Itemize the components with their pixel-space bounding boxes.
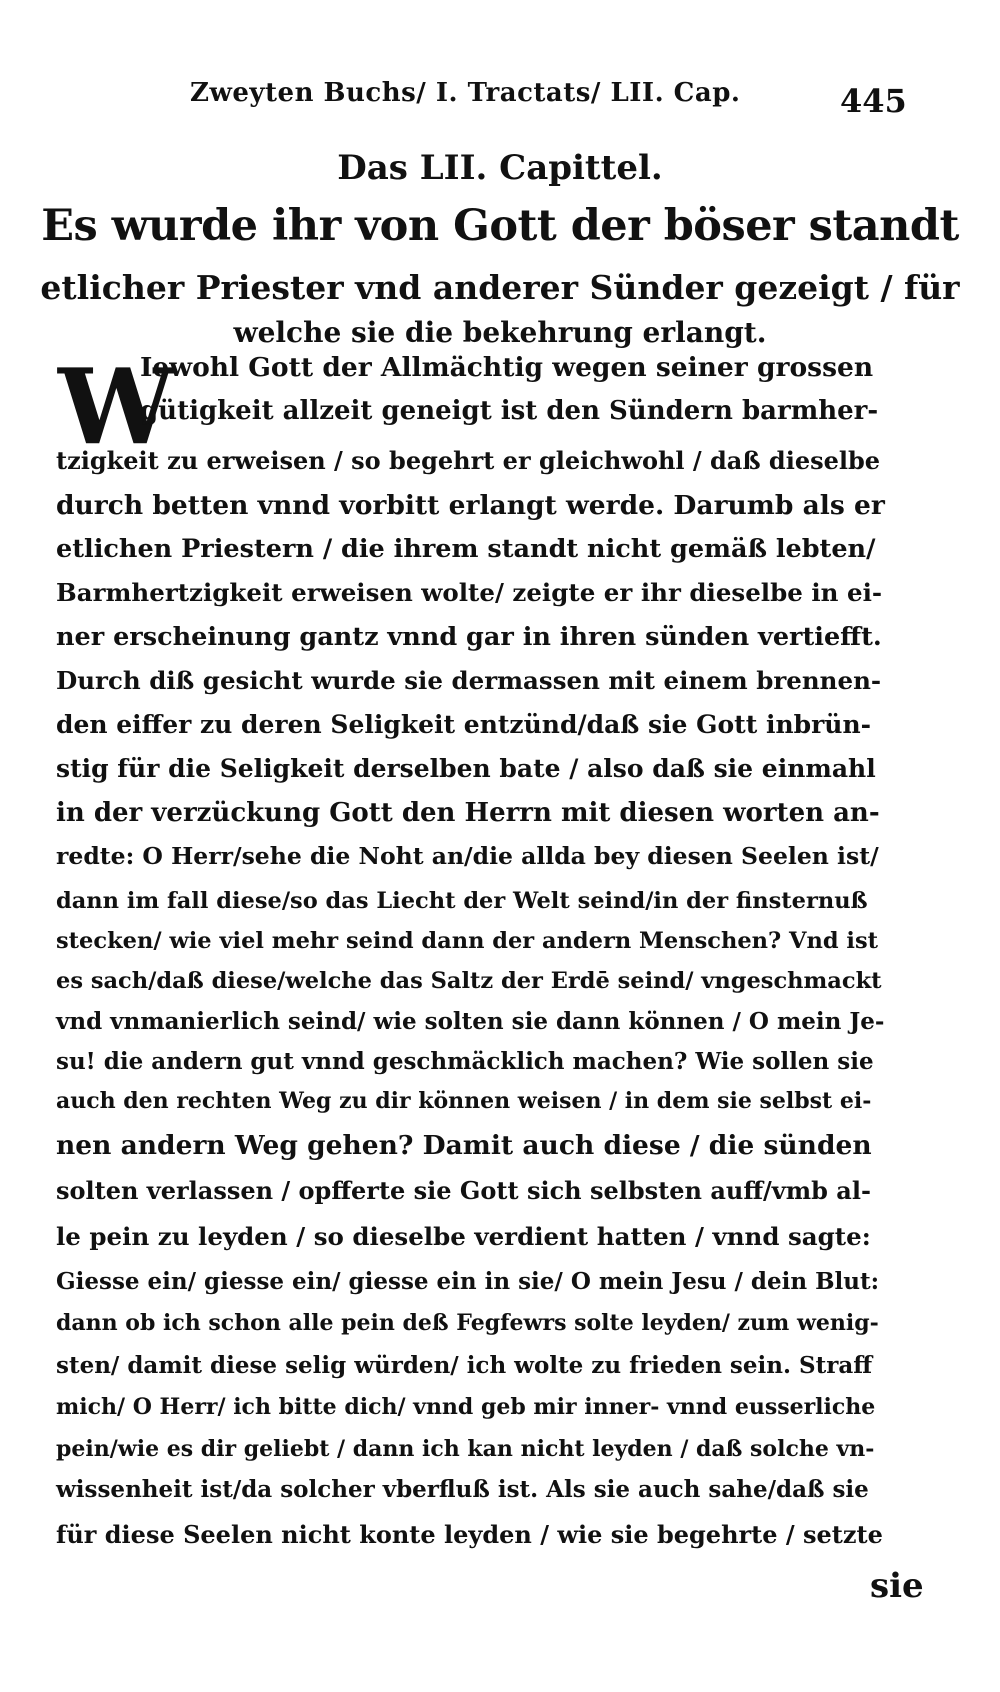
body-line: tzigkeit zu erweisen / so begehrt er gleichwohl / daß dieselbe xyxy=(56,446,881,475)
running-head: Zweyten Buchs/ I. Tractats/ LII. Cap. xyxy=(190,78,741,108)
body-line: auch den rechten Weg zu dir können weisen / in dem sie selbst ei- xyxy=(56,1088,872,1114)
body-line: dann im fall diese/so das Liecht der Welt seind/in der finsternuß xyxy=(56,888,868,914)
body-line: stecken/ wie viel mehr seind dann der andern Menschen? Vnd ist xyxy=(56,928,879,954)
catchword: sie xyxy=(870,1566,924,1606)
body-line: wissenheit ist/da solcher vberfluß ist. Als sie auch sahe/daß sie xyxy=(56,1476,869,1503)
body-line: dann ob ich schon alle pein deß Fegfewrs solte leyden/ zum wenig- xyxy=(56,1310,879,1336)
body-line: nen andern Weg gehen? Damit auch diese / die sünden xyxy=(56,1130,872,1161)
chapter-subhead-line-1: etlicher Priester vnd anderer Sünder gezeigt / für xyxy=(40,268,960,307)
body-line: Iewohl Gott der Allmächtig wegen seiner grossen xyxy=(140,352,874,383)
drop-capital: W xyxy=(58,345,175,468)
body-line: für diese Seelen nicht konte leyden / wie sie begehrte / setzte xyxy=(56,1520,883,1549)
chapter-label: Das LII. Capittel. xyxy=(337,148,663,188)
body-line: su! die andern gut vnnd geschmäcklich machen? Wie sollen sie xyxy=(56,1048,874,1075)
body-line: stig für die Seligkeit derselben bate / also daß sie einmahl xyxy=(56,754,876,783)
body-line: mich/ O Herr/ ich bitte dich/ vnnd geb mir inner- vnnd eusserliche xyxy=(56,1394,876,1420)
body-line: Giesse ein/ giesse ein/ giesse ein in sie/ O mein Jesu / dein Blut: xyxy=(56,1268,880,1295)
page-number: 445 xyxy=(840,82,907,120)
body-line: es sach/daß diese/welche das Saltz der Erdē seind/ vngeschmackt xyxy=(56,968,882,994)
body-line: sten/ damit diese selig würden/ ich wolte zu frieden sein. Straff xyxy=(56,1352,873,1379)
body-line: den eiffer zu deren Seligkeit entzünd/daß sie Gott inbrün- xyxy=(56,710,872,739)
body-line: vnd vnmanierlich seind/ wie solten sie dann können / O mein Je- xyxy=(56,1008,885,1035)
chapter-subhead-line-2: welche sie die bekehrung erlangt. xyxy=(233,316,767,349)
body-line: ner erscheinung gantz vnnd gar in ihren sünden vertiefft. xyxy=(56,622,882,652)
chapter-headline: Es wurde ihr von Gott der böser standt xyxy=(41,201,959,251)
body-line: Barmhertzigkeit erweisen wolte/ zeigte er ihr dieselbe in ei- xyxy=(56,578,883,607)
body-line: solten verlassen / opfferte sie Gott sich selbsten auff/vmb al- xyxy=(56,1176,871,1205)
body-line: gütigkeit allzeit geneigt ist den Sündern barmher- xyxy=(140,396,879,426)
body-line: etlichen Priestern / die ihrem standt nicht gemäß lebten/ xyxy=(56,534,876,564)
body-line: le pein zu leyden / so dieselbe verdient hatten / vnnd sagte: xyxy=(56,1222,871,1251)
body-line: pein/wie es dir geliebt / dann ich kan nicht leyden / daß solche vn- xyxy=(56,1436,875,1462)
body-line: in der verzückung Gott den Herrn mit diesen worten an- xyxy=(56,798,880,828)
body-line: redte: O Herr/sehe die Noht an/die allda bey diesen Seelen ist/ xyxy=(56,842,879,870)
body-line: durch betten vnnd vorbitt erlangt werde. Darumb als er xyxy=(56,490,885,521)
body-line: Durch diß gesicht wurde sie dermassen mit einem brennen- xyxy=(56,666,882,695)
